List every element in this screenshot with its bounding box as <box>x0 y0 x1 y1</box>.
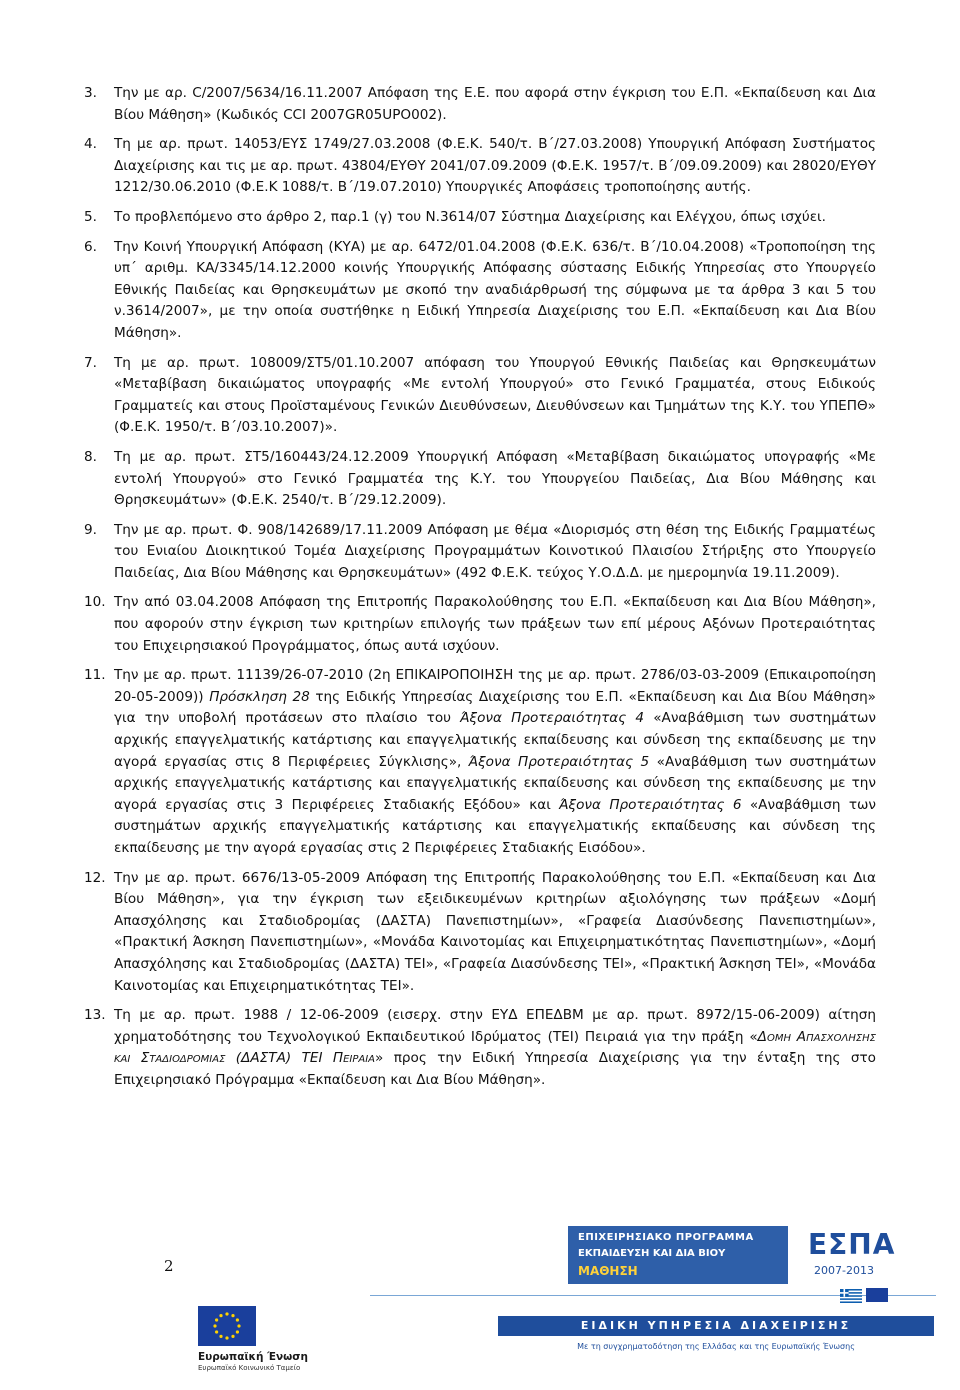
eu-flag-icon <box>198 1306 256 1346</box>
item-number: 8. <box>84 448 97 465</box>
item-gap <box>84 860 876 868</box>
text-run: «Αναβάθμιση των συστημάτων αρχικής επαγγελματικής κατάρτισης και επαγγελματικής εκπαίδευσης και σύνδεση της εκπαίδευσης με την αγορά εργασίας στις 3 Περιφέρειες Σταδιακής Εξόδου» και <box>114 753 876 813</box>
item-text <box>114 1005 876 1091</box>
item-text <box>114 353 876 439</box>
emphasis-text: Άξονα Προτεραιότητας 5 <box>468 753 650 770</box>
programme-title-line-3: ΜΑΘΗΣΗ <box>578 1264 638 1278</box>
text-run: «Αναβάθμιση των συστημάτων αρχικής επαγγελματικής κατάρτισης και επαγγελματικής εκπαίδευσης και σύνδεση της εκπαίδευσης με την αγορά εργασίας στις 8 Περιφέρειες Σύγκλισης», <box>114 710 876 770</box>
text-run: Τη με αρ. πρωτ. 14053/ΕΥΣ 1749/27.03.2008 (Φ.Ε.Κ. 540/τ. Β΄/27.03.2008) Υπουργική Απόφαση Συστήματος Διαχείρισης και τις με αρ. πρωτ. 43804/ΕΥΘΥ 2041/07.09.2009 (Φ.Ε.Κ. 1957/τ. Β΄/09.09.2009) και 28020/ΕΥΘΥ 1212/30.06.2010 (Φ.Ε.Κ 1088/τ. Β΄/19.07.2010) Υπουργικές Αποφάσεις τροποποίησης αυτής. <box>114 136 876 196</box>
item-gap <box>84 657 876 665</box>
item-gap <box>84 997 876 1005</box>
espa-logo-text: ΕΣΠΑ <box>808 1228 896 1261</box>
programme-banner <box>498 1218 934 1372</box>
item-gap <box>84 229 876 237</box>
item-text <box>114 520 876 585</box>
programme-title-box <box>568 1226 788 1284</box>
programme-title-line-2: ΕΚΠΑΙΔΕΥΣΗ ΚΑΙ ΔΙΑ ΒΙΟΥ <box>578 1248 726 1259</box>
text-run: Τη με αρ. πρωτ. 108009/ΣΤ5/01.10.2007 απόφαση του Υπουργού Εθνικής Παιδείας και Θρησκευμάτων «Μεταβίβαση δικαιώματος υπογραφής «Με εντολή Υπουργού» στο Γενικό Γραμματέα, στους Ειδικούς Γραμματείς και στους Προϊσταμένους Γενικών Διευθύνσεων, Διευθύνσεων και Τμημάτων της Κ.Υ. του ΥΠΕΠΘ» (Φ.Ε.Κ. 1950/τ. Β΄/03.10.2007)». <box>114 354 876 436</box>
text-run: Την Κοινή Υπουργική Απόφαση (ΚΥΑ) με αρ. 6472/01.04.2008 (Φ.Ε.Κ. 636/τ. Β΄/10.04.2008) «Τροποποίηση της υπ΄ αριθμ. ΚΑ/3345/14.12.2000 κοινής Υπουργικής Απόφασης σύστασης Ειδικής Υπηρεσίας στο Υπουργείο Εθνικής Παιδείας και Θρησκευμάτων με σκοπό την αναδιάρθρωσή της σύμφωνα με τα άρθρα 3 και 5 του ν.3614/2007», με την οποία συστήθηκε η Ειδική Υπηρεσία Διαχείρισης του Ε.Π. «Εκπαίδευση και Δια Βίου Μάθηση». <box>114 238 876 341</box>
item-number: 5. <box>84 208 97 225</box>
item-text <box>114 83 876 126</box>
item-number: 11. <box>84 667 106 684</box>
text-run: Την με αρ. πρωτ. Φ. 908/142689/17.11.2009 Απόφαση με θέμα «Διορισμός στη θέση της Ειδικής Γραμματέως του Ενιαίου Διοικητικού Τομέα Διαχείρισης Προγραμμάτων Κοινοτικού Πλαισίου Στήριξης στο Υπουργείο Παιδείας, Δια Βίου Μάθησης και Θρησκευμάτων» (492 Φ.Ε.Κ. τεύχος Υ.Ο.Δ.Δ. με ημερομηνία 19.11.2009). <box>114 521 876 581</box>
text-run: Την από 03.04.2008 Απόφαση της Επιτροπής Παρακολούθησης του Ε.Π. «Εκπαίδευση και Δια Βίου Μάθηση», που αφορούν στην έγκριση των κριτηρίων επιλογής των πράξεων των επί μέρους Αξόνων Προτεραιότητας του Επιχειρησιακού Προγράμματος, όπως αυτά ισχύουν. <box>114 594 876 654</box>
list-item <box>84 134 876 199</box>
text-run: Το προβλεπόμενο στο άρθρο 2, παρ.1 (γ) του Ν.3614/07 Σύστημα Διαχείρισης και Ελέγχου, όπως ισχύει. <box>114 208 826 225</box>
emphasis-text: Πρόσκληση 28 <box>209 688 310 705</box>
cofunding-note: Με τη συγχρηματοδότηση της Ελλάδας και της Ευρωπαϊκής Ένωσης <box>577 1342 855 1351</box>
list-item <box>84 1005 876 1091</box>
text-run: Την με αρ. πρωτ. 11139/26-07-2010 (2η ΕΠΙΚΑΙΡΟΠΟΙΗΣΗ της με αρ. πρωτ. 2786/03-03-2009 (Επικαιροποίηση 20-05-2009)) <box>114 667 876 705</box>
item-text <box>114 447 876 512</box>
item-number: 7. <box>84 354 97 371</box>
item-text <box>114 592 876 657</box>
eu-logo-subtitle: Ευρωπαϊκό Κοινωνικό Ταμείο <box>198 1364 301 1372</box>
item-gap <box>84 512 876 520</box>
text-run: Τη με αρ. πρωτ. ΣΤ5/160443/24.12.2009 Υπουργική Απόφαση «Μεταβίβαση δικαιώματος υπογραφής «Με εντολή Υπουργού» στο Γενικό Γραμματέα της Κ.Υ. του Υπουργείου Παιδείας, Δια Βίου Μάθησης και Θρησκευμάτων» (Φ.Ε.Κ. 2540/τ. Β΄/29.12.2009). <box>114 448 876 509</box>
item-text <box>114 665 876 859</box>
list-item <box>84 592 876 657</box>
item-number: 4. <box>84 136 97 153</box>
text-run: Τη με αρ. πρωτ. 1988 / 12-06-2009 (εισερχ. στην ΕΥΔ ΕΠΕΔΒΜ με αρ. πρωτ. 8972/15-06-2009) αίτηση χρηματοδότησης του Τεχνολογικού Εκπαιδευτικού Ιδρύματος (ΤΕΙ) Πειραιά για την πράξη « <box>114 1007 876 1045</box>
espa-logo-years: 2007-2013 <box>814 1264 874 1277</box>
managing-authority-bar: ΕΙΔΙΚΗ ΥΠΗΡΕΣΙΑ ΔΙΑΧΕΙΡΙΣΗΣ <box>498 1316 934 1336</box>
eu-flag-small-icon <box>866 1288 888 1302</box>
item-text <box>114 207 876 229</box>
item-number: 6. <box>84 238 97 255</box>
list-item <box>84 83 876 126</box>
item-number: 12. <box>84 869 106 886</box>
list-item <box>84 520 876 585</box>
numbered-list <box>84 83 876 1092</box>
emphasis-text: Άξονα Προτεραιότητας 4 <box>460 710 645 727</box>
item-gap <box>84 126 876 134</box>
emphasis-text: Δομη Απασχολησης και Σταδιοδρομιας (ΔΑΣΤΑ) ΤΕΙ Πειραια <box>114 1028 877 1067</box>
greek-flag-icon <box>840 1288 862 1302</box>
list-item <box>84 237 876 345</box>
item-gap <box>84 199 876 207</box>
text-run: «Αναβάθμιση των συστημάτων αρχικής επαγγελματικής κατάρτισης και επαγγελματικής εκπαίδευσης και σύνδεση της εκπαίδευσης με την αγορά εργασίας στις 2 Περιφέρειες Σταδιακής Εισόδου». <box>114 796 876 856</box>
page-number: 2 <box>164 1257 174 1275</box>
text-run: » προς την Ειδική Υπηρεσία Διαχείρισης για την ένταξη της στο Επιχειρησιακό Πρόγραμμα «Εκπαίδευση και Δια Βίου Μάθηση». <box>114 1050 876 1088</box>
item-number: 3. <box>84 85 97 101</box>
programme-title-line-1: ΕΠΙΧΕΙΡΗΣΙΑΚΟ ΠΡΟΓΡΑΜΜΑ <box>578 1232 754 1243</box>
item-text <box>114 237 876 345</box>
text-run: της Ειδικής Υπηρεσίας Διαχείρισης του Ε.Π. «Εκπαίδευση και Δια Βίου Μάθηση» για την υποβολή προτάσεων στο πλαίσιο του <box>114 688 876 727</box>
espa-logo <box>794 1218 924 1284</box>
item-gap <box>84 439 876 447</box>
eu-logo-title: Ευρωπαϊκή Ένωση <box>198 1351 308 1363</box>
item-text <box>114 134 876 199</box>
item-text <box>114 868 876 998</box>
list-item <box>84 665 876 859</box>
item-number: 13. <box>84 1007 106 1024</box>
list-item <box>84 207 876 229</box>
item-gap <box>84 345 876 353</box>
eu-logo <box>198 1306 364 1372</box>
item-gap <box>84 584 876 592</box>
text-run: Την με αρ. C/2007/5634/16.11.2007 Απόφαση της Ε.Ε. που αφορά στην έγκριση του Ε.Π. «Εκπαίδευση και Δια Βίου Μάθηση» (Κωδικός CCI 2007GR05UPO002). <box>114 85 876 123</box>
list-item <box>84 868 876 998</box>
item-number: 9. <box>84 521 97 538</box>
list-item <box>84 353 876 439</box>
emphasis-text: Άξονα Προτεραιότητας 6 <box>559 796 742 813</box>
text-run: Την με αρ. πρωτ. 6676/13-05-2009 Απόφαση της Επιτροπής Παρακολούθησης του Ε.Π. «Εκπαίδευση και Δια Βίου Μάθηση», για την έγκριση των εξειδικευμένων κριτηρίων αξιολόγησης των πράξεων «Δομή Απασχόλησης και Σταδιοδρομίας (ΔΑΣΤΑ) Πανεπιστημίων», «Γραφεία Διασύνδεσης Πανεπιστημίων», «Πρακτική Άσκηση Πανεπιστημίων», «Μονάδα Καινοτομίας και Επιχειρηματικότητας Πανεπιστημίων», «Δομή Απασχόλησης και Σταδιοδρομίας (ΔΑΣΤΑ) ΤΕΙ», «Γραφεία Διασύνδεσης ΤΕΙ», «Πρακτική Άσκηση ΤΕΙ», «Μονάδα Καινοτομίας και Επιχειρηματικότητας ΤΕΙ». <box>114 869 876 994</box>
item-number: 10. <box>84 594 106 611</box>
list-item <box>84 447 876 512</box>
